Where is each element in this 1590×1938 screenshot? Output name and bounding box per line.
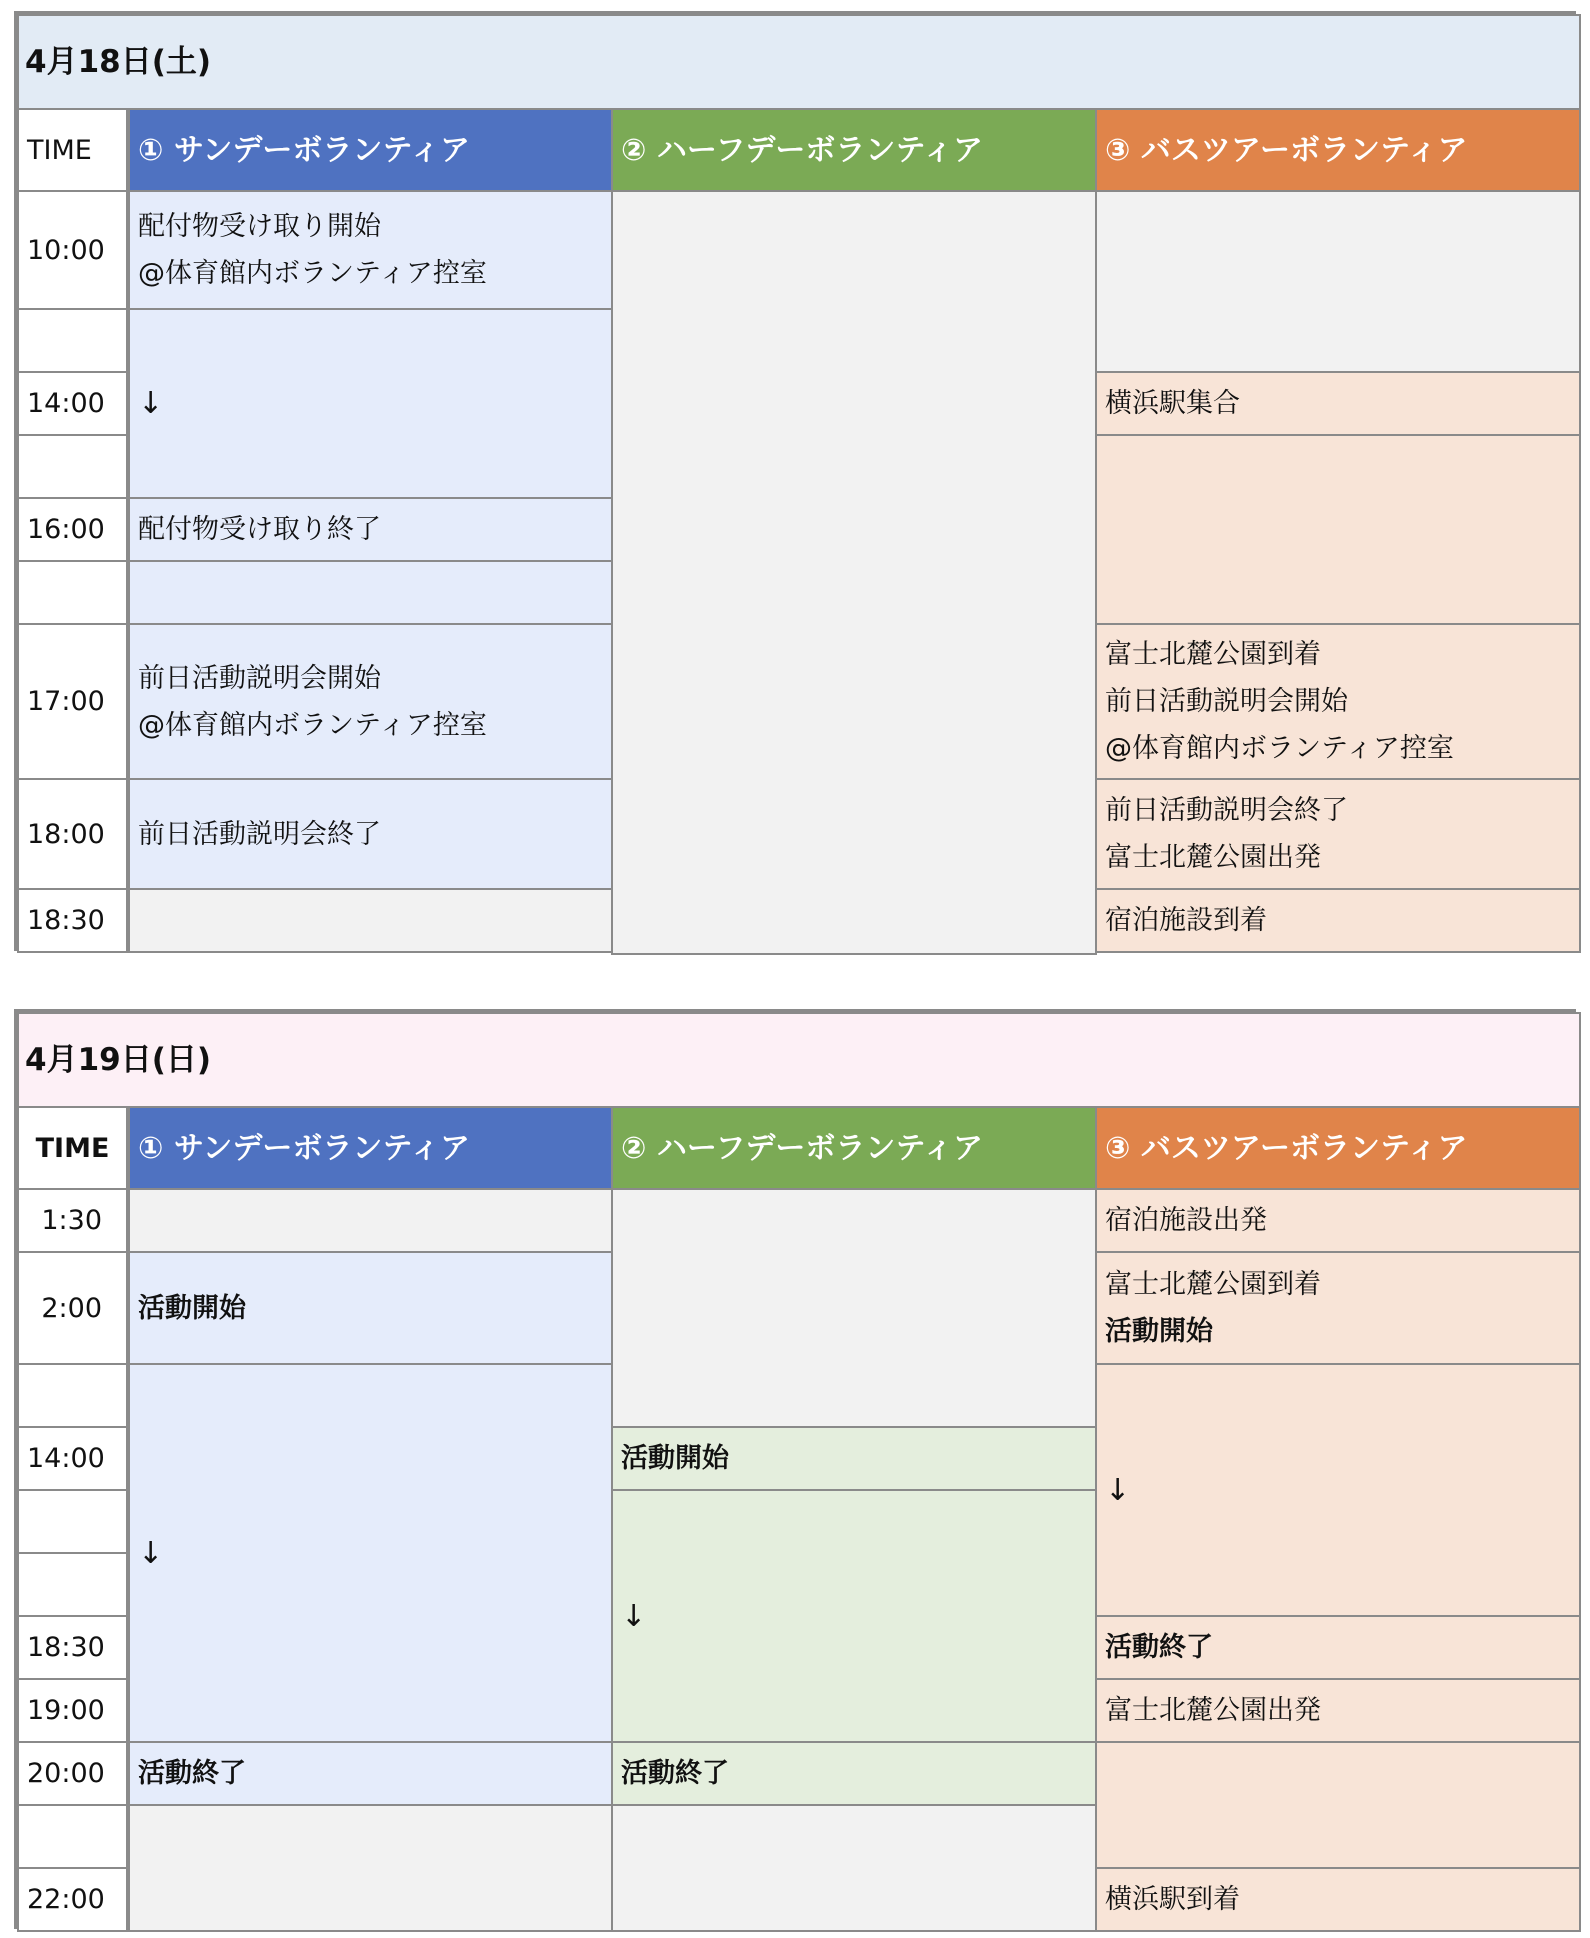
bus-cell-0130: 宿泊施設出発	[1096, 1189, 1580, 1252]
time-cell: 2:00	[18, 1252, 128, 1364]
time-cell: 16:00	[18, 498, 128, 561]
time-cell: 18:30	[18, 889, 128, 952]
day-title: 4月19日(日)	[18, 1013, 1580, 1107]
sunday-cell-0200: 活動開始	[128, 1252, 612, 1364]
sunday-arrow-cell	[128, 1364, 612, 1742]
sunday-arrow-cell	[128, 309, 612, 498]
half-day-empty-cell	[612, 1805, 1096, 1931]
sunday-empty-cell	[128, 1189, 612, 1252]
time-cell: 18:30	[18, 1616, 128, 1679]
sunday-volunteer-header: ① サンデーボランティア	[128, 1107, 612, 1189]
cell-line: 前日活動説明会終了	[1105, 795, 1348, 826]
sunday-empty-cell	[128, 1805, 612, 1931]
cell-line: @体育館内ボランティア控室	[138, 258, 487, 289]
time-header: TIME	[18, 109, 128, 191]
schedule-table-day2	[17, 1012, 1581, 1932]
time-cell: 17:00	[18, 624, 128, 779]
cell-line: 活動開始	[1105, 1316, 1213, 1347]
sunday-cell-1000	[128, 191, 612, 309]
bus-cell-empty	[1096, 1742, 1580, 1868]
time-cell: 10:00	[18, 191, 128, 309]
time-cell: 19:00	[18, 1679, 128, 1742]
bus-cell-1800	[1096, 779, 1580, 889]
half-day-volunteer-header: ② ハーフデーボランティア	[612, 109, 1096, 191]
sunday-cell-1600: 配付物受け取り終了	[128, 498, 612, 561]
bus-cell-1400: 横浜駅集合	[1096, 372, 1580, 435]
sunday-cell-1700	[128, 624, 612, 779]
half-day-arrow-cell	[612, 1490, 1096, 1742]
time-cell: 20:00	[18, 1742, 128, 1805]
bus-cell-1830: 活動終了	[1096, 1616, 1580, 1679]
bus-tour-volunteer-header: ③ バスツアーボランティア	[1096, 1107, 1580, 1189]
time-cell: 22:00	[18, 1868, 128, 1931]
cell-line: 配付物受け取り開始	[138, 211, 381, 242]
schedule-day1	[14, 11, 1576, 951]
sunday-volunteer-header: ① サンデーボランティア	[128, 109, 612, 191]
cell-line: @体育館内ボランティア控室	[138, 709, 487, 741]
time-cell-blank	[18, 309, 128, 372]
bus-empty-cell	[1096, 191, 1580, 372]
bus-cell-1900: 富士北麓公園出発	[1096, 1679, 1580, 1742]
bus-cell-1700	[1096, 624, 1580, 779]
time-cell-blank	[18, 435, 128, 498]
half-day-volunteer-header: ② ハーフデーボランティア	[612, 1107, 1096, 1189]
sunday-cell-empty	[128, 561, 612, 624]
day-title: 4月18日(土)	[18, 15, 1580, 109]
down-arrow-icon: ↓	[621, 1598, 647, 1634]
time-cell: 1:30	[18, 1189, 128, 1252]
down-arrow-icon: ↓	[1105, 1472, 1131, 1508]
cell-line: 前日活動説明会開始	[1105, 686, 1348, 717]
half-day-empty-cell	[612, 191, 1096, 954]
down-arrow-icon: ↓	[138, 386, 164, 421]
time-cell-blank	[18, 1490, 128, 1553]
time-cell-blank	[18, 1805, 128, 1868]
schedule-table-day1	[17, 14, 1581, 955]
down-arrow-icon: ↓	[138, 1535, 164, 1571]
time-cell-blank	[18, 1553, 128, 1616]
cell-line: @体育館内ボランティア控室	[1105, 733, 1454, 764]
half-day-cell-2000: 活動終了	[612, 1742, 1096, 1805]
sunday-cell-2000: 活動終了	[128, 1742, 612, 1805]
time-cell: 14:00	[18, 372, 128, 435]
half-day-cell-1400: 活動開始	[612, 1427, 1096, 1490]
time-cell-blank	[18, 1364, 128, 1427]
bus-tour-volunteer-header: ③ バスツアーボランティア	[1096, 109, 1580, 191]
bus-arrow-cell	[1096, 1364, 1580, 1616]
time-cell-blank	[18, 561, 128, 624]
bus-cell-empty	[1096, 435, 1580, 624]
time-cell: 18:00	[18, 779, 128, 889]
sunday-empty-cell	[128, 889, 612, 952]
sunday-cell-1800: 前日活動説明会終了	[128, 779, 612, 889]
bus-cell-1830: 宿泊施設到着	[1096, 889, 1580, 952]
cell-line: 富士北麓公園到着	[1105, 639, 1321, 670]
cell-line: 前日活動説明会開始	[138, 662, 381, 694]
time-header: TIME	[18, 1107, 128, 1189]
time-cell: 14:00	[18, 1427, 128, 1490]
half-day-empty-cell	[612, 1189, 1096, 1427]
cell-line: 富士北麓公園到着	[1105, 1269, 1321, 1300]
bus-cell-2200: 横浜駅到着	[1096, 1868, 1580, 1931]
cell-line: 富士北麓公園出発	[1105, 842, 1321, 873]
bus-cell-0200	[1096, 1252, 1580, 1364]
schedule-day2	[14, 1009, 1576, 1929]
